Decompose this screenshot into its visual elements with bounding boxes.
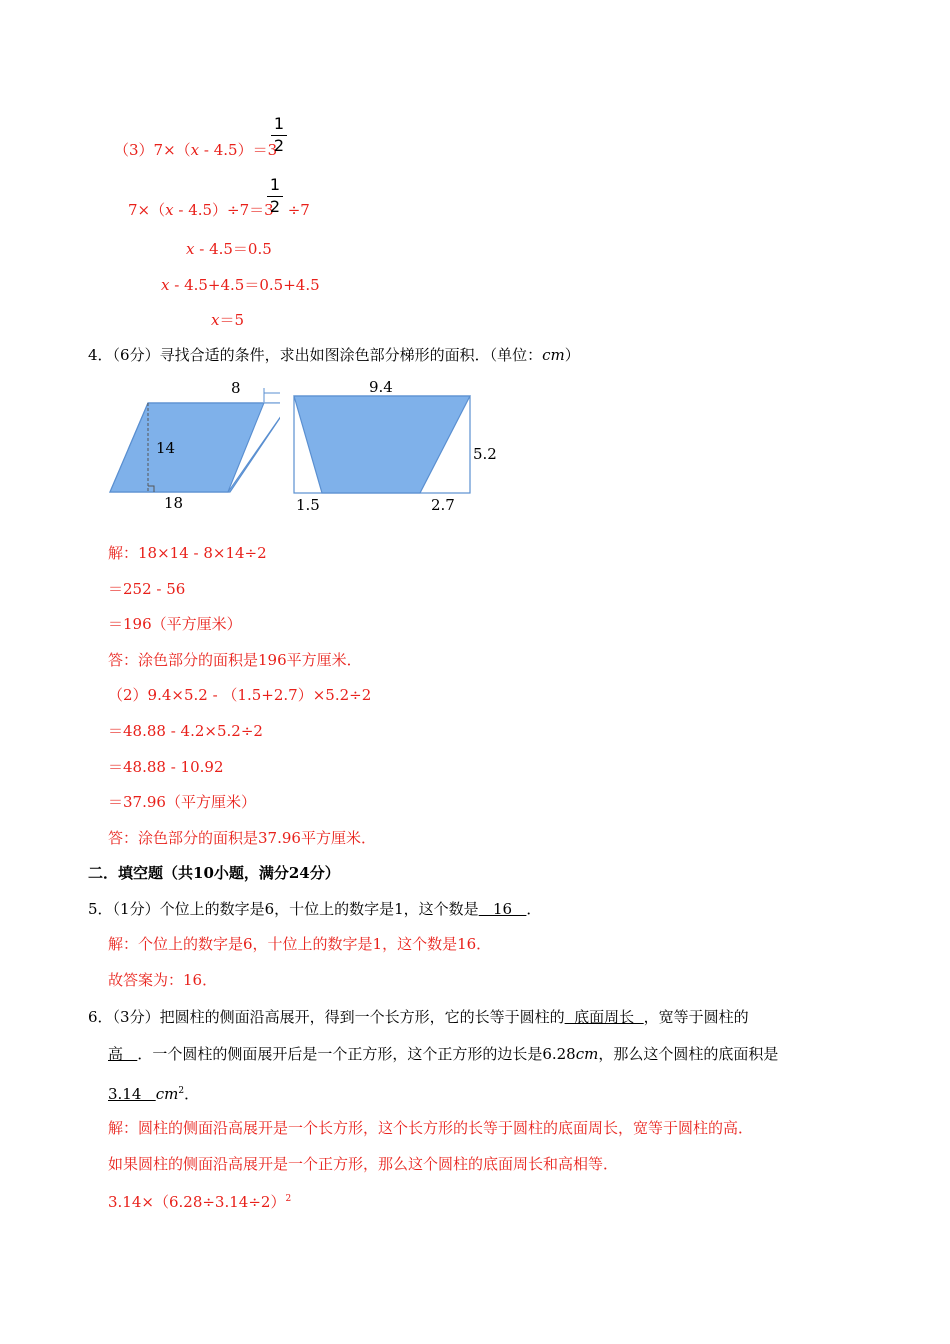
part3-line1: （3）7×（x - 4.5）＝3 [114, 141, 278, 159]
fraction-denominator: 2 [269, 197, 281, 216]
q4-sol-9: 答：涂色部分的面积是37.96平方厘米． [108, 829, 376, 847]
fig2-label-bottom-right: 2.7 [431, 496, 455, 514]
q4-sol-2: ＝252 - 56 [108, 580, 186, 598]
shaded-trapezoid-1-fill [110, 403, 264, 492]
fraction-numerator: 1 [273, 114, 285, 133]
q4-sol-3: ＝196（平方厘米） [108, 615, 242, 633]
q4-title: 4．（6分）寻找合适的条件，求出如图涂色部分梯形的面积．（单位：cm） [88, 346, 580, 364]
fig2-label-bottom-left: 1.5 [296, 496, 320, 514]
q4-sol-5: （2）9.4×5.2 - （1.5+2.7）×5.2÷2 [108, 686, 372, 704]
fig1-label-height: 14 [156, 439, 176, 457]
part3-line4: x - 4.5+4.5＝0.5+4.5 [161, 276, 320, 294]
q6-question-line2: 高 ．一个圆柱的侧面展开后是一个正方形，这个正方形的边长是6.28cm，那么这个圆柱的底面积是 [108, 1045, 779, 1063]
fig2-label-top: 9.4 [369, 378, 393, 396]
q5-question: 5．（1分）个位上的数字是6，十位上的数字是1，这个数是 16 ． [88, 900, 542, 918]
figure-rectangle [288, 392, 478, 502]
q6-question-line3: 3.14 $cm^2$． [108, 1085, 200, 1103]
q4-sol-6: ＝48.88 - 4.2×5.2÷2 [108, 722, 263, 740]
q6-sol-3: $3.14\times(6.28\div 3.14\div 2)^2$ [108, 1193, 292, 1211]
fig2-label-right: 5.2 [473, 445, 497, 463]
q4-sol-1: 解：18×14 - 8×14÷2 [108, 544, 267, 562]
q5-sol-2: 故答案为：16． [108, 971, 218, 989]
fraction-denominator: 2 [273, 136, 285, 155]
fig1-label-top: 8 [231, 379, 241, 397]
q4-sol-7: ＝48.88 - 10.92 [108, 758, 224, 776]
fig1-label-bottom: 18 [164, 494, 184, 512]
q4-sol-8: ＝37.96（平方厘米） [108, 793, 256, 811]
part3-line5: x＝5 [211, 311, 245, 329]
q6-answer-blank-1: 底面周长 [564, 1008, 644, 1026]
q4-sol-4: 答：涂色部分的面积是196平方厘米． [108, 651, 362, 669]
fraction-numerator: 1 [269, 175, 281, 194]
q6-sol-2: 如果圆柱的侧面沿高展开是一个正方形，那么这个圆柱的底面周长和高相等． [108, 1155, 619, 1173]
part3-line3: x - 4.5＝0.5 [186, 240, 272, 258]
q6-answer-blank-2: 高 [108, 1045, 138, 1063]
figure-parallelogram [100, 374, 280, 514]
q6-answer-blank-3: 3.14 [108, 1085, 156, 1103]
q6-question-line1: 6．（3分）把圆柱的侧面沿高展开，得到一个长方形，它的长等于圆柱的 底面周长 ，宽等于圆柱的 [88, 1008, 749, 1026]
q6-sol-1: 解：圆柱的侧面沿高展开是一个长方形，这个长方形的长等于圆柱的底面周长，宽等于圆柱的高． [108, 1119, 754, 1137]
q5-sol-1: 解：个位上的数字是6，十位上的数字是1，这个数是16． [108, 935, 492, 953]
part3-line2: 7×（x - 4.5）÷7＝3 ÷7 [128, 201, 310, 219]
section-title: 二．填空题（共10小题，满分24分） [88, 864, 340, 882]
q5-answer-blank: 16 [478, 900, 527, 918]
